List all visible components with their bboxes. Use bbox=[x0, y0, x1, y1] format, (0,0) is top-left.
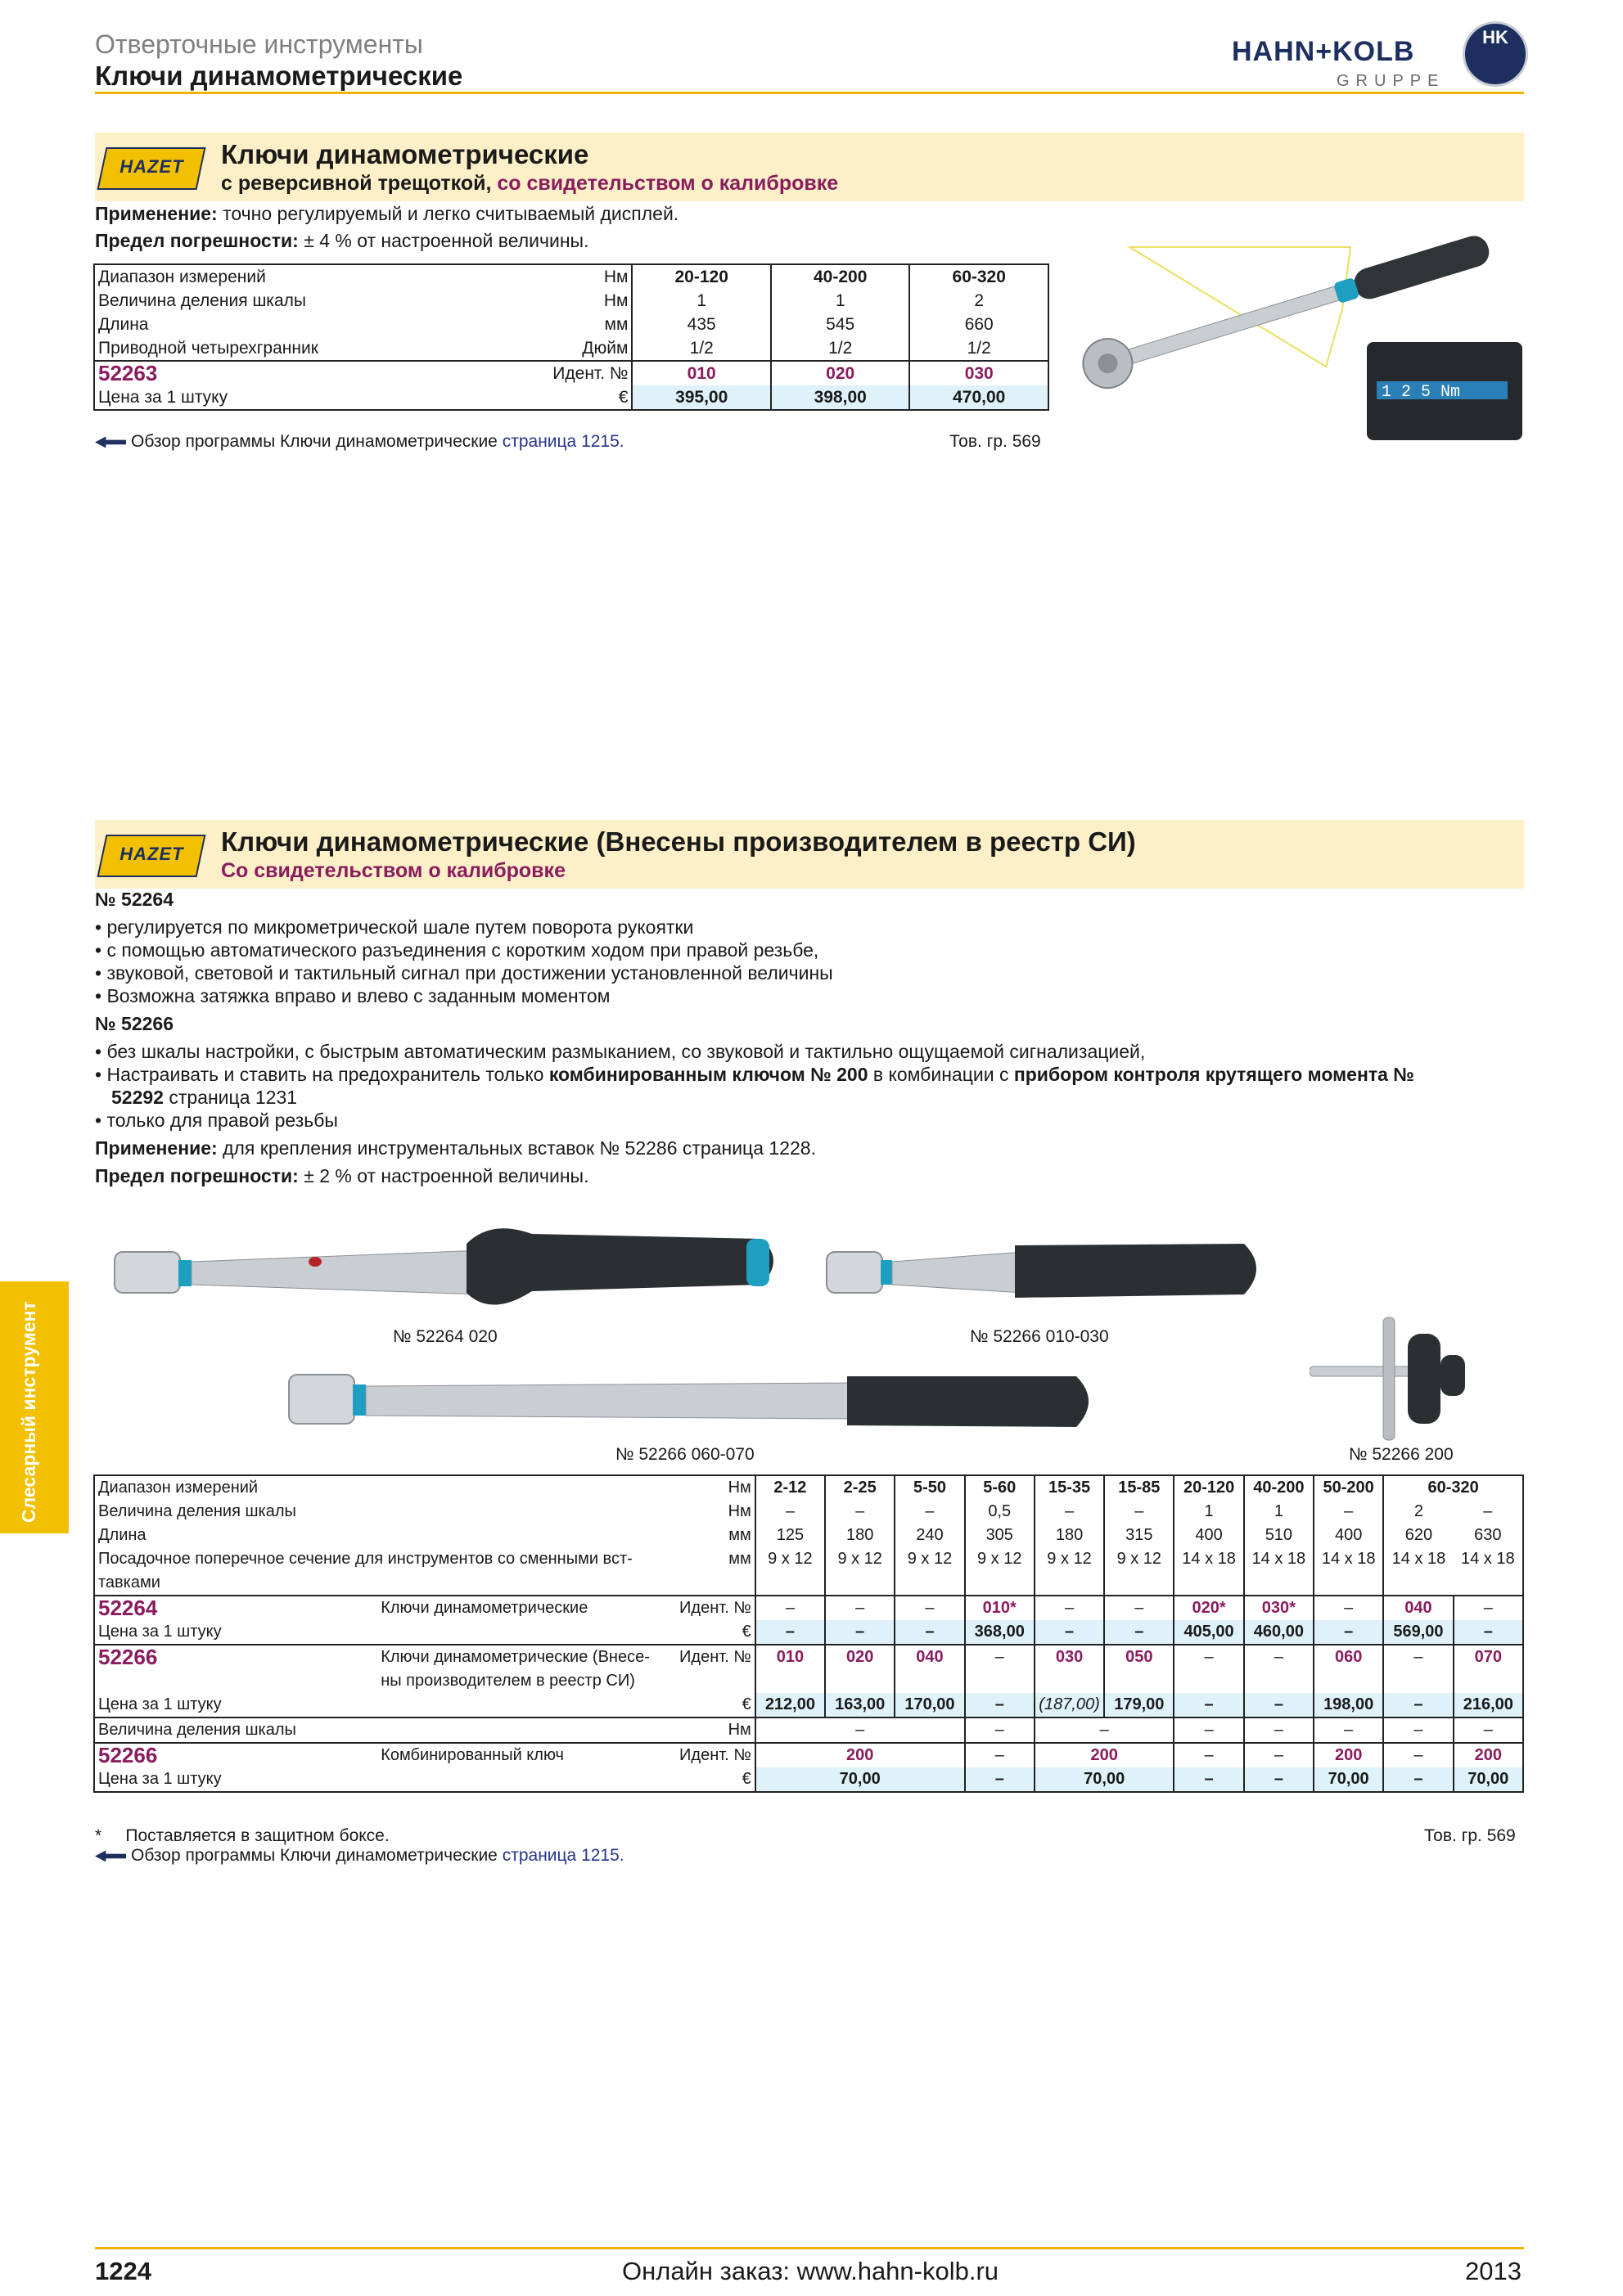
table-row: Длина мм 435 545 660 bbox=[94, 313, 1048, 336]
ratchet-wrench-image bbox=[1056, 211, 1531, 457]
section2-subtitle: Со свидетельством о калибровке bbox=[221, 859, 566, 882]
footer-order-link[interactable]: Онлайн заказ: www.hahn-kolb.ru bbox=[622, 2257, 999, 2285]
caption: № 52266 200 bbox=[1349, 1445, 1454, 1464]
section2-application: Применение: для крепления инструментальных вставок № 52286 страница 1228. bbox=[95, 1137, 816, 1159]
caption: № 52266 060-070 bbox=[615, 1445, 755, 1464]
model2-bullet: • Настраивать и ставить на предохранитель только комбинированным ключом № 200 в комбинации с прибором контроля крутящего момента № bbox=[95, 1064, 1414, 1085]
model2-bullet: • только для правой резьбы bbox=[95, 1110, 338, 1131]
model2-bullet-cont: 52292 страница 1231 bbox=[111, 1087, 298, 1108]
table-row-id: 52263 Идент. № 010 020 030 bbox=[94, 361, 1048, 385]
model1-bullet: • звуковой, световой и тактильный сигнал при достижении установленной величины bbox=[95, 962, 833, 984]
section1-application: Применение: точно регулируемый и легко считываемый дисплей. bbox=[95, 203, 679, 224]
section1-group: Тов. гр. 569 bbox=[949, 432, 1041, 451]
table-row-id: 52264 Ключи динамометрические Идент. № – – – 010* – – 020* 030* – 040 – bbox=[94, 1596, 1523, 1620]
table-row: Величина деления шкалы Нм – – – – – – – – bbox=[94, 1717, 1523, 1743]
table-row-id: 52266 Комбинированный ключ Идент. № 200 – 200 – – 200 – 200 bbox=[94, 1743, 1523, 1767]
hazet-logo: HAZET bbox=[97, 835, 205, 877]
section2-group: Тов. гр. 569 bbox=[1424, 1826, 1516, 1845]
table-row-price: Цена за 1 штуку € 395,00 398,00 470,00 bbox=[94, 385, 1048, 410]
model1-bullet: • регулируется по микрометрической шале путем поворота рукоятки bbox=[95, 916, 694, 938]
model1-bullet: • с помощью автоматического разъединения с коротким ходом при правой резьбе, bbox=[95, 939, 819, 961]
table-row: Приводной четырехгранник Дюйм 1/2 1/2 1/2 bbox=[94, 336, 1048, 361]
table-row: тавками bbox=[94, 1571, 1523, 1596]
header-category: Отверточные инструменты bbox=[95, 29, 423, 59]
header-title: Ключи динамометрические bbox=[95, 61, 463, 91]
hahn-kolb-logo bbox=[1232, 20, 1526, 92]
table-row: Величина деления шкалы Нм 1 1 2 bbox=[94, 289, 1048, 313]
model1-label: № 52264 bbox=[95, 889, 174, 910]
side-tab-label: Слесарный инструмент bbox=[18, 1301, 39, 1523]
wrench-52266-060-image bbox=[282, 1365, 1109, 1447]
model1-bullet: • Возможна затяжка вправо и влево с заданным моментом bbox=[95, 985, 611, 1006]
table-row-price: Цена за 1 штуку € – – – 368,00 – – 405,00 460,00 – 569,00 – bbox=[94, 1620, 1523, 1645]
table-row: Посадочное поперечное сечение для инструментов со сменными вст- мм 9 x 12 9 x 12 9 x 12 9 x 12 9 x 12 9 x 12 14 x 18 14 x 18 14 x 18 14 x 18 14 x 18 bbox=[94, 1547, 1523, 1571]
page-number: 1224 bbox=[95, 2257, 151, 2285]
section1-title: Ключи динамометрические bbox=[221, 139, 589, 169]
wrench-52266-010-image bbox=[818, 1219, 1277, 1317]
logo-text: HAHN+KOLB bbox=[1232, 36, 1415, 67]
model2-label: № 52266 bbox=[95, 1013, 174, 1034]
table-row-id: 52266 Ключи динамометрические (Внесе- Идент. № 010 020 040 – 030 050 – – 060 – 070 bbox=[94, 1645, 1523, 1669]
arrow-left-icon bbox=[95, 1850, 126, 1862]
section1-subtitle: с реверсивной трещоткой, со свидетельством о калибровке bbox=[221, 172, 839, 195]
side-tab[interactable] bbox=[0, 1281, 69, 1533]
section2-table bbox=[93, 1474, 1524, 1793]
table-row: Диапазон измерений Нм 2-12 2-25 5-50 5-60 15-35 15-85 20-120 40-200 50-200 60-320 bbox=[94, 1475, 1523, 1500]
page-link[interactable]: страница 1215. bbox=[502, 1846, 624, 1865]
combination-key-image bbox=[1310, 1309, 1473, 1448]
section2-note[interactable]: Обзор программы Ключи динамометрические страница 1215. bbox=[95, 1846, 624, 1866]
section2-banner bbox=[95, 820, 1524, 889]
caption: № 52264 020 bbox=[393, 1327, 498, 1346]
page-link[interactable]: страница 1215. bbox=[502, 432, 624, 451]
section1-error: Предел погрешности: ± 4 % от настроенной величины. bbox=[95, 230, 589, 251]
wrench-52264-image bbox=[106, 1203, 794, 1326]
table-row: Диапазон измерений Нм 20-120 40-200 60-320 bbox=[94, 264, 1048, 289]
table-row: ны производителем в реестр СИ) bbox=[94, 1669, 1523, 1693]
table-row: Длина мм 125 180 240 305 180 315 400 510 400 620 630 bbox=[94, 1524, 1523, 1547]
section1-banner bbox=[95, 133, 1524, 201]
section1-table bbox=[93, 263, 1049, 411]
section2-title: Ключи динамометрические (Внесены производителем в реестр СИ) bbox=[221, 826, 1136, 857]
section2-footnote: * Поставляется в защитном боксе. bbox=[95, 1826, 390, 1845]
footer-divider bbox=[95, 2247, 1524, 2249]
logo-sub: GRUPPE bbox=[1337, 72, 1445, 90]
display-reading: 1 2 5 Nm bbox=[1382, 383, 1461, 402]
hazet-logo: HAZET bbox=[97, 147, 205, 190]
logo-mark: HK bbox=[1463, 21, 1528, 87]
section1-note[interactable]: Обзор программы Ключи динамометрические страница 1215. bbox=[95, 432, 624, 452]
table-row-price: Цена за 1 штуку € 212,00 163,00 170,00 – (187,00) 179,00 – – 198,00 – 216,00 bbox=[94, 1693, 1523, 1717]
arrow-left-icon bbox=[95, 436, 126, 448]
header-divider bbox=[95, 92, 1524, 94]
model2-bullet: • без шкалы настройки, с быстрым автоматическим размыканием, со звуковой и тактильно ощущаемой сигнализацией, bbox=[95, 1041, 1146, 1062]
table-row: Величина деления шкалы Нм – – – 0,5 – – 1 1 – 2 – bbox=[94, 1500, 1523, 1524]
table-row-price: Цена за 1 штуку € 70,00 – 70,00 – – 70,00 – 70,00 bbox=[94, 1767, 1523, 1792]
caption: № 52266 010-030 bbox=[970, 1327, 1109, 1346]
footer-year: 2013 bbox=[1465, 2257, 1522, 2285]
section2-error: Предел погрешности: ± 2 % от настроенной величины. bbox=[95, 1165, 589, 1186]
